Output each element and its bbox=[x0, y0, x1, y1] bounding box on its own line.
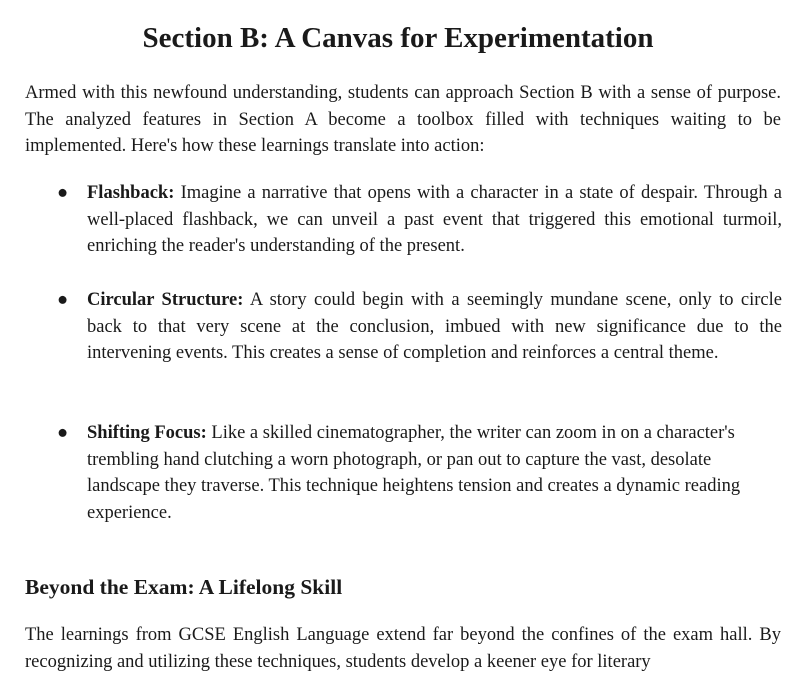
bullet-body bbox=[87, 180, 782, 260]
bullet-text: A story could begin with a seemingly mundane scene, only to circle back to that very scene at the conclusion, imbued with new significance due to the intervening events. This creates a sense of completion and reinforces a central theme. bbox=[87, 290, 782, 363]
bullet-circular-structure bbox=[57, 287, 782, 367]
section-title: Section B: A Canvas for Experimentation bbox=[142, 22, 654, 54]
bullet-text: Like a skilled cinematographer, the writer can zoom in on a character's trembling hand clutching a worn photograph, or pan out to capture the vast, desolate landscape they traverse. This technique heightens tension and creates a dynamic reading experience. bbox=[87, 423, 741, 523]
sub-heading: Beyond the Exam: A Lifelong Skill bbox=[25, 575, 343, 599]
bullet-term: Shifting Focus: bbox=[87, 423, 207, 443]
outro-paragraph: The learnings from GCSE English Language extend far beyond the confines of the exam hall. By recognizing and utilizing these techniques, students develop a keener eye for literary bbox=[25, 625, 781, 672]
bullet-text: Imagine a narrative that opens with a character in a state of despair. Through a well-placed flashback, we can unveil a past event that triggered this emotional turmoil, enriching the reader's understanding of the present. bbox=[87, 183, 782, 256]
bullet-shifting-focus bbox=[57, 420, 782, 526]
bullet-body bbox=[87, 420, 782, 526]
bullet-body bbox=[87, 287, 782, 367]
intro-paragraph: Armed with this newfound understanding, students can approach Section B with a sense of purpose. The analyzed features in Section A become a toolbox filled with techniques waiting to be implemented. Here's how these learnings translate into action: bbox=[25, 83, 781, 156]
bullet-dot-icon: ● bbox=[57, 183, 69, 203]
bullet-dot-icon: ● bbox=[57, 290, 69, 310]
bullet-flashback bbox=[57, 180, 782, 260]
bullet-term: Flashback: bbox=[87, 183, 175, 203]
bullet-dot-icon: ● bbox=[57, 423, 69, 443]
bullet-term: Circular Structure: bbox=[87, 290, 244, 310]
